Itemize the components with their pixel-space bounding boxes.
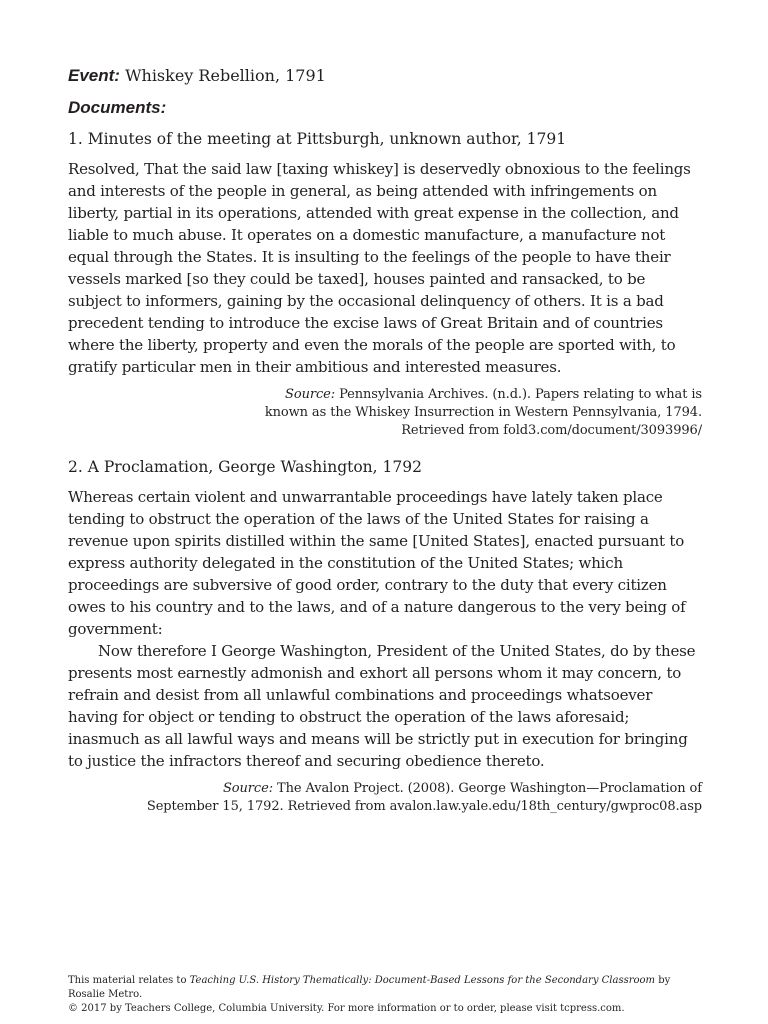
footer-line-1 [68,974,708,1002]
source-line [68,386,702,404]
event-value: Whiskey Rebellion, 1791 [125,66,326,85]
documents-heading: Documents: [68,98,167,117]
event-line [68,64,702,88]
source-text: Pennsylvania Archives. (n.d.). Papers relating to what is [339,387,702,402]
document-2 [68,456,702,816]
source-link[interactable]: September 15, 1792. Retrieved from avalon.law.yale.edu/18th_century/gwproc08.asp [146,799,702,814]
footer-prefix: This material relates to [68,975,190,986]
document-2-paragraph: Whereas certain violent and unwarrantable proceedings have lately taken place tending to obstruct the operation of the laws of the United States for raising a revenue upon spirits distilled within the same [United States], enacted pursuant to express authority delegated in the constitution of the United States; which proceedings are subversive of good order, contrary to the duty that every citizen owes to his country and to the laws, and of a nature dangerous to the very being of government: [68,488,686,638]
source-link[interactable]: Retrieved from fold3.com/document/3093996/ [401,423,702,438]
source-line: known as the Whiskey Insurrection in Western Pennsylvania, 1794. [264,405,702,420]
document-1-title: 1. Minutes of the meeting at Pittsburgh, unknown author, 1791 [68,130,567,148]
source-label: Source: [285,387,336,402]
footer-author: by Rosalie Metro. [68,975,671,1000]
document-1 [68,128,702,440]
footer-line-2[interactable]: © 2017 by Teachers College, Columbia University. For more information or to order, please visit tcpress.com. [68,1003,625,1014]
document-1-paragraph: Resolved, That the said law [taxing whiskey] is deservedly obnoxious to the feelings and interests of the people in general, as being attended with infringements on liberty, partial in its operations, attended with great expense in the collection, and liable to much abuse. It operates on a domestic manufacture, a manufacture not equal through the States. It is insulting to the feelings of the people to have their vessels marked [so they could be taxed], houses painted and ransacked, to be subject to informers, gaining by the occasional delinquency of others. It is a bad precedent tending to introduce the excise laws of Great Britain and of countries where the liberty, property and even the morals of the people are sported with, to gratify particular men in their ambitious and interested measures. [68,160,691,376]
event-label: Event: [68,66,120,85]
page-footer [68,974,708,1016]
document-2-title: 2. A Proclamation, George Washington, 1792 [68,458,422,476]
document-page [68,64,702,832]
footer-book-title: Teaching U.S. History Thematically: Document-Based Lessons for the Secondary Classroom [189,975,656,986]
source-line [68,780,702,798]
document-2-paragraph: Now therefore I George Washington, President of the United States, do by these presents most earnestly admonish and exhort all persons whom it may concern, to refrain and desist from all unlawful combinations and proceedings whatsoever having for object or tending to obstruct the operation of the laws aforesaid; inasmuch as all lawful ways and means will be strictly put in execution for bringing to justice the infractors thereof and securing obedience thereto. [68,642,696,770]
document-1-source [68,386,702,440]
source-label: Source: [223,781,273,796]
source-text: The Avalon Project. (2008). George Washington—Proclamation of [277,781,702,796]
document-2-source [68,780,702,816]
